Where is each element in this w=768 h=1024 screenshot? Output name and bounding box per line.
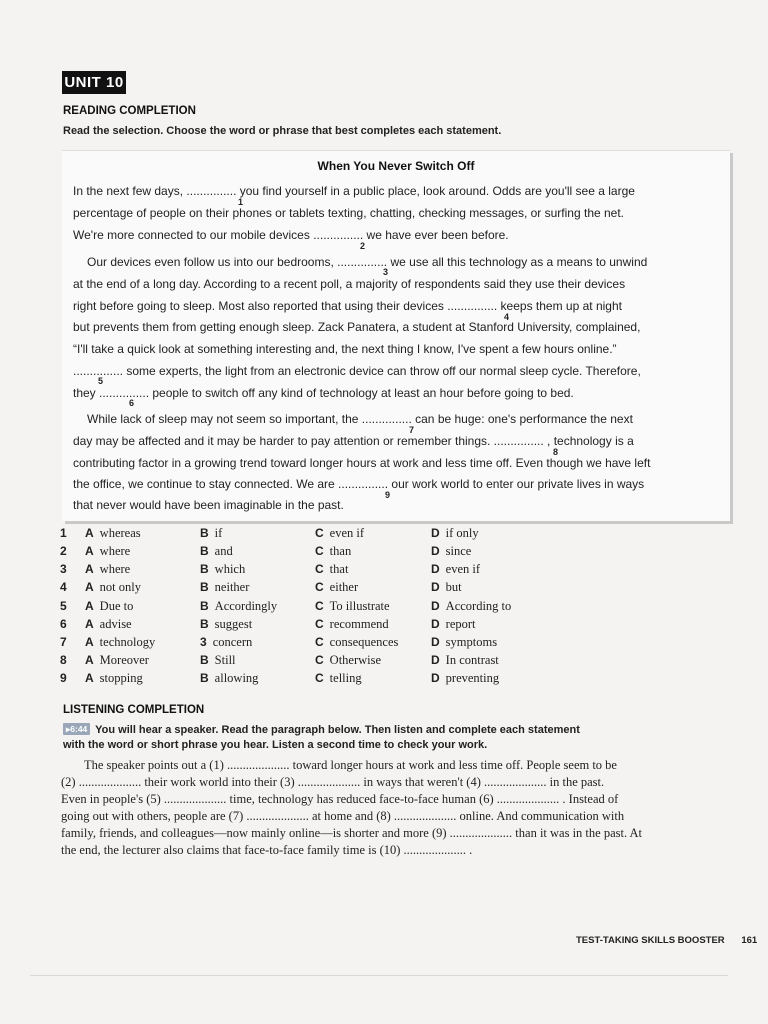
listening-line: The speaker points out a (1) .................... toward longer hours at work and less time off. People seem to be — [84, 758, 617, 772]
option-c[interactable]: C than — [315, 544, 352, 558]
option-a[interactable]: A technology — [85, 635, 156, 649]
listening-heading: LISTENING COMPLETION — [63, 704, 205, 716]
option-a[interactable]: A where — [85, 544, 131, 558]
question-number: 3 — [60, 562, 67, 576]
blank-number: 4 — [504, 312, 510, 322]
passage-line: contributing factor in a growing trend toward longer hours at work and less time off. Even though we have left — [73, 456, 651, 470]
blank-number: 6 — [129, 398, 135, 408]
option-b[interactable]: B if — [200, 526, 223, 540]
blank-number: 3 — [383, 267, 389, 277]
option-a[interactable]: A whereas — [85, 526, 141, 540]
passage-line: We're more connected to our mobile devices ............... we have ever been before. — [73, 228, 509, 242]
option-a[interactable]: A where — [85, 562, 131, 576]
option-d[interactable]: D even if — [431, 562, 481, 576]
option-c[interactable]: C Otherwise — [315, 653, 382, 667]
option-c[interactable]: C consequences — [315, 635, 399, 649]
question-number: 8 — [60, 653, 67, 667]
listening-line: the end, the lecturer also claims that face-to-face family time is (10) .................... . — [61, 843, 473, 857]
passage-line: the office, we continue to stay connected. We are ............... our work world to enter our private lives in ways — [73, 477, 645, 491]
option-c[interactable]: C even if — [315, 526, 365, 540]
option-b[interactable]: B and — [200, 544, 233, 558]
blank-number: 8 — [553, 447, 559, 457]
option-b[interactable]: B Still — [200, 653, 236, 667]
passage-line: right before going to sleep. Most also reported that using their devices ............... keeps them up at night — [73, 299, 622, 313]
question-number: 5 — [60, 599, 67, 613]
option-c[interactable]: C To illustrate — [315, 599, 390, 613]
passage-line: at the end of a long day. According to a recent poll, a majority of respondents said they use their devices — [73, 277, 626, 291]
option-b[interactable]: B allowing — [200, 671, 259, 685]
reading-heading: READING COMPLETION — [63, 105, 196, 117]
option-b[interactable]: B suggest — [200, 617, 253, 631]
audio-track-icon[interactable]: ▸6:44 — [63, 723, 90, 735]
passage-line: percentage of people on their phones or tablets texting, chatting, checking messages, or surfing the net. — [73, 206, 625, 220]
option-b[interactable]: B Accordingly — [200, 599, 278, 613]
reading-instructions: Read the selection. Choose the word or phrase that best completes each statement. — [63, 125, 502, 137]
question-number: 7 — [60, 635, 67, 649]
listening-instructions: ▸6:44 You will hear a speaker. Read the paragraph below. Then listen and complete each statement — [63, 723, 580, 736]
passage-line: “I'll take a quick look at something interesting and, the next thing I know, I've spent a few hours online.” — [73, 342, 617, 356]
footer-label: TEST-TAKING SKILLS BOOSTER — [576, 935, 725, 946]
passage-line: ............... some experts, the light from an electronic device can throw off our normal sleep cycle. Therefore, — [73, 364, 641, 378]
question-number: 4 — [60, 580, 67, 594]
blank-number: 5 — [98, 376, 104, 386]
option-a[interactable]: A Moreover — [85, 653, 149, 667]
option-a[interactable]: A advise — [85, 617, 132, 631]
option-d[interactable]: D since — [431, 544, 472, 558]
option-b[interactable]: B which — [200, 562, 246, 576]
option-c[interactable]: C telling — [315, 671, 362, 685]
passage-title: When You Never Switch Off — [317, 159, 475, 173]
option-d[interactable]: D report — [431, 617, 476, 631]
blank-number: 1 — [238, 197, 244, 207]
option-d[interactable]: D if only — [431, 526, 479, 540]
option-d[interactable]: D but — [431, 580, 462, 594]
unit-badge: UNIT 10 — [62, 71, 126, 94]
bottom-divider — [30, 975, 728, 976]
option-c[interactable]: C either — [315, 580, 359, 594]
passage-line: In the next few days, ............... you find yourself in a public place, look around. Odds are you'll see a large — [73, 184, 635, 198]
option-a[interactable]: A Due to — [85, 599, 134, 613]
question-number: 6 — [60, 617, 67, 631]
listening-line: going out with others, people are (7) .................... at home and (8) .................... online. And communication with — [61, 809, 625, 823]
option-b[interactable]: B neither — [200, 580, 250, 594]
option-d[interactable]: D In contrast — [431, 653, 499, 667]
question-number: 2 — [60, 544, 67, 558]
listening-line: family, friends, and colleagues—now mainly online—is shorter and more (9) .................... than it was in the past. At — [61, 826, 643, 840]
listening-instructions-cont: with the word or short phrase you hear. Listen a second time to check your work. — [63, 739, 488, 751]
blank-number: 2 — [360, 241, 366, 251]
reading-passage-box — [62, 150, 730, 521]
page-number: 161 — [741, 935, 758, 946]
listening-line: (2) .................... their work world into their (3) .................... in ways that weren't (4) .................... in the past. — [61, 775, 605, 789]
question-number: 9 — [60, 671, 67, 685]
page-footer — [576, 935, 757, 946]
question-number: 1 — [60, 526, 67, 540]
option-d[interactable]: D symptoms — [431, 635, 498, 649]
passage-line: Our devices even follow us into our bedrooms, ............... we use all this technology as a means to unwind — [87, 255, 648, 269]
blank-number: 9 — [385, 490, 391, 500]
option-c[interactable]: C that — [315, 562, 349, 576]
passage-line: but prevents them from getting enough sleep. Zack Panatera, a student at Stanford University, complained, — [73, 320, 641, 334]
passage-line: While lack of sleep may not seem so important, the ............... can be huge: one's performance the next — [87, 412, 633, 426]
blank-number: 7 — [409, 425, 415, 435]
passage-line: that never would have been imaginable in the past. — [73, 498, 344, 512]
listening-line: Even in people's (5) .................... time, technology has reduced face-to-face human (6) .................... . Instead of — [61, 792, 619, 806]
option-d[interactable]: D preventing — [431, 671, 500, 685]
option-a[interactable]: A not only — [85, 580, 141, 594]
option-c[interactable]: C recommend — [315, 617, 389, 631]
passage-line: day may be affected and it may be harder to pay attention or remember things. ............... , technology is a — [73, 434, 634, 448]
option-b[interactable]: 3 concern — [200, 635, 253, 649]
passage-line: they ............... people to switch off any kind of technology at least an hour before going to bed. — [73, 386, 574, 400]
option-a[interactable]: A stopping — [85, 671, 143, 685]
option-d[interactable]: D According to — [431, 599, 512, 613]
